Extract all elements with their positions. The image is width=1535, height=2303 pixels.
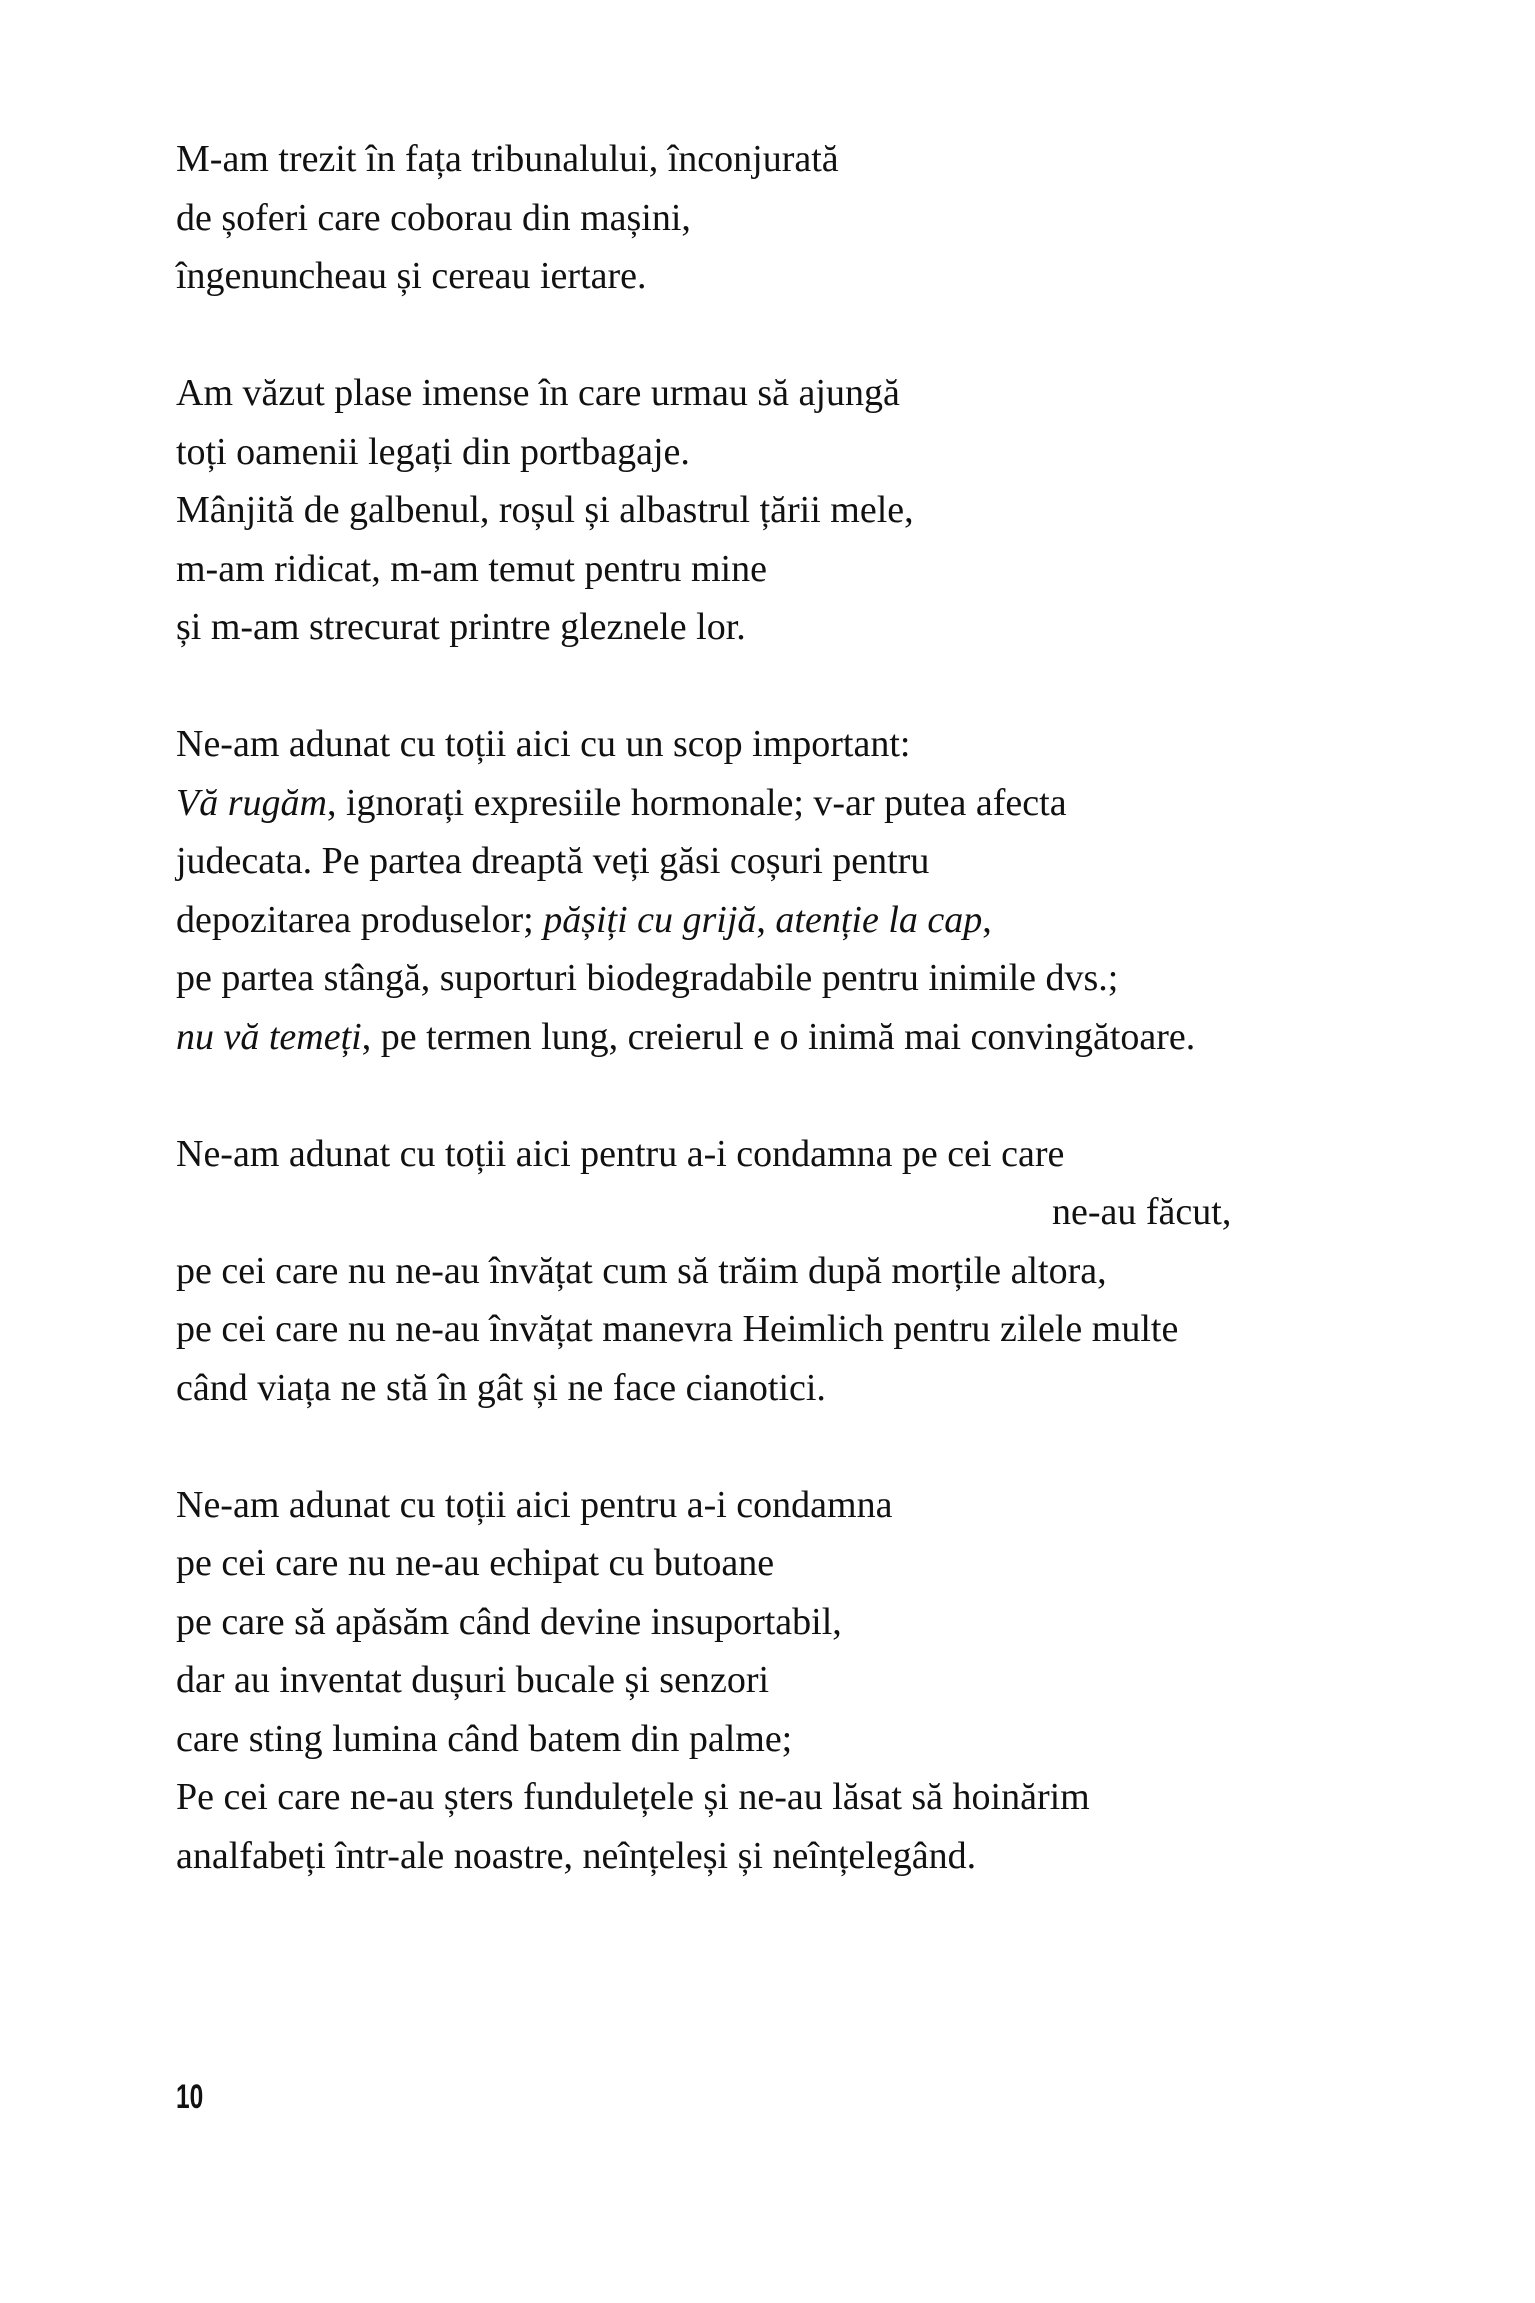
line-text: , pe termen lung, creierul e o inimă mai convingătoare. xyxy=(361,1015,1196,1058)
stanza-4 xyxy=(176,1125,1416,1418)
poem-line: Ne-am adunat cu toții aici pentru a-i condamna xyxy=(176,1483,893,1526)
page-number: 10 xyxy=(176,2078,204,2116)
poem-line xyxy=(176,1008,1416,1067)
poem-line: pe partea stângă, suporturi biodegradabile pentru inimile dvs.; xyxy=(176,957,1119,999)
italic-phrase: Vă rugăm xyxy=(176,781,327,824)
poem-line: Mânjită de galbenul, roșul și albastrul țării mele, xyxy=(176,489,914,531)
italic-phrase: nu vă temeți xyxy=(176,1015,362,1058)
stanza-3 xyxy=(176,715,1416,1066)
poem-text xyxy=(176,130,1416,1944)
poem-line: când viața ne stă în gât și ne face cianotici. xyxy=(176,1366,826,1409)
poem-line: pe care să apăsăm când devine insuportabil, xyxy=(176,1600,842,1643)
poem-line: îngenuncheau și cereau iertare. xyxy=(176,255,647,297)
italic-phrase: pășiți cu grijă xyxy=(543,898,757,941)
poem-line: Am văzut plase imense în care urmau să ajungă xyxy=(176,372,900,414)
poem-line: și m-am strecurat printre gleznele lor. xyxy=(176,606,746,648)
italic-phrase: atenție la cap xyxy=(775,898,983,941)
poem-line: dar au inventat dușuri bucale și senzori xyxy=(176,1659,770,1701)
poem-line: Pe cei care ne-au șters fundulețele și ne-au lăsat să hoinărim xyxy=(176,1776,1090,1818)
poem-line: pe cei care nu ne-au învățat cum să trăim după morțile altora, xyxy=(176,1249,1107,1292)
poem-line: analfabeți într-ale noastre, neînțeleși și neînțelegând. xyxy=(176,1834,977,1877)
line-text: depozitarea produselor; xyxy=(176,898,544,941)
poem-line xyxy=(176,891,1416,950)
line-text: , xyxy=(982,898,992,941)
poem-line: Ne-am adunat cu toții aici cu un scop important: xyxy=(176,723,911,765)
poem-line xyxy=(176,774,1416,833)
stanza-2 xyxy=(176,364,1416,657)
line-text: , ignorați expresiile hormonale; v-ar putea afecta xyxy=(326,781,1067,824)
poem-line: pe cei care nu ne-au echipat cu butoane xyxy=(176,1542,775,1584)
poem-line: Ne-am adunat cu toții aici pentru a-i condamna pe cei care xyxy=(176,1132,1065,1175)
stanza-1 xyxy=(176,130,1416,306)
poem-line: toți oamenii legați din portbagaje. xyxy=(176,430,690,473)
line-text: , xyxy=(756,898,776,941)
poem-line: de șoferi care coborau din mașini, xyxy=(176,196,691,239)
poem-line: M-am trezit în fața tribunalului, înconjurată xyxy=(176,138,839,180)
stanza-5 xyxy=(176,1476,1416,1886)
poem-line: m-am ridicat, m-am temut pentru mine xyxy=(176,547,767,590)
poem-line: care sting lumina când batem din palme; xyxy=(176,1717,793,1760)
poem-line-indented: ne-au făcut, xyxy=(1052,1191,1232,1233)
poem-line: pe cei care nu ne-au învățat manevra Heimlich pentru zilele multe xyxy=(176,1308,1179,1350)
poem-line: judecata. Pe partea dreaptă veți găsi coșuri pentru xyxy=(176,840,930,882)
